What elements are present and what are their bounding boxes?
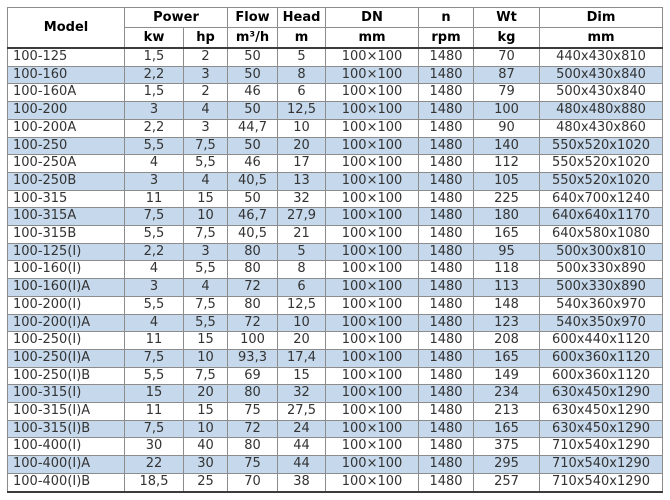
value-cell: 7,5 <box>184 226 228 244</box>
model-cell: 100-250(I)B <box>8 367 125 385</box>
table-row <box>8 243 663 261</box>
table-row <box>8 349 663 367</box>
value-cell: 46 <box>228 155 278 173</box>
value-cell: 4 <box>125 314 184 332</box>
value-cell: 100×100 <box>326 155 419 173</box>
model-cell: 100-160(I)A <box>8 279 125 297</box>
table-row <box>8 190 663 208</box>
value-cell: 100×100 <box>326 84 419 102</box>
value-cell: 2,2 <box>125 119 184 137</box>
subheader-n-unit: rpm <box>419 28 474 49</box>
subheader-dn-unit: mm <box>326 28 419 49</box>
value-cell: 80 <box>228 438 278 456</box>
value-cell: 12,5 <box>278 102 326 120</box>
value-cell: 113 <box>474 279 540 297</box>
subheader-hp: hp <box>184 28 228 49</box>
value-cell: 100×100 <box>326 172 419 190</box>
value-cell: 600x440x1120 <box>540 332 663 350</box>
value-cell: 540x360x970 <box>540 296 663 314</box>
value-cell: 1480 <box>419 385 474 403</box>
value-cell: 1480 <box>419 190 474 208</box>
value-cell: 630x450x1290 <box>540 385 663 403</box>
value-cell: 180 <box>474 208 540 226</box>
value-cell: 500x430x840 <box>540 84 663 102</box>
value-cell: 5,5 <box>184 261 228 279</box>
value-cell: 3 <box>184 243 228 261</box>
table-row <box>8 314 663 332</box>
value-cell: 80 <box>228 296 278 314</box>
value-cell: 100×100 <box>326 332 419 350</box>
value-cell: 4 <box>184 102 228 120</box>
value-cell: 1480 <box>419 349 474 367</box>
value-cell: 100×100 <box>326 403 419 421</box>
column-header-dim: Dim <box>540 8 663 28</box>
value-cell: 50 <box>228 190 278 208</box>
model-cell: 100-160(I) <box>8 261 125 279</box>
value-cell: 640x580x1080 <box>540 226 663 244</box>
value-cell: 1480 <box>419 172 474 190</box>
value-cell: 208 <box>474 332 540 350</box>
table-row <box>8 279 663 297</box>
value-cell: 100×100 <box>326 438 419 456</box>
value-cell: 7,5 <box>184 367 228 385</box>
value-cell: 3 <box>184 66 228 84</box>
value-cell: 11 <box>125 332 184 350</box>
value-cell: 1,5 <box>125 84 184 102</box>
model-cell: 100-400(I) <box>8 438 125 456</box>
table-row <box>8 473 663 491</box>
value-cell: 10 <box>278 314 326 332</box>
value-cell: 72 <box>228 279 278 297</box>
table-row <box>8 48 663 66</box>
value-cell: 257 <box>474 473 540 491</box>
value-cell: 710x540x1290 <box>540 473 663 491</box>
value-cell: 5,5 <box>184 314 228 332</box>
value-cell: 100×100 <box>326 385 419 403</box>
value-cell: 540x350x970 <box>540 314 663 332</box>
table-row <box>8 420 663 438</box>
value-cell: 100×100 <box>326 48 419 66</box>
value-cell: 3 <box>184 119 228 137</box>
value-cell: 375 <box>474 438 540 456</box>
value-cell: 44 <box>278 456 326 474</box>
value-cell: 2,2 <box>125 243 184 261</box>
value-cell: 13 <box>278 172 326 190</box>
value-cell: 17,4 <box>278 349 326 367</box>
subheader-kw: kw <box>125 28 184 49</box>
header-row-main <box>8 8 663 28</box>
value-cell: 10 <box>184 208 228 226</box>
value-cell: 7,5 <box>125 420 184 438</box>
value-cell: 5 <box>278 243 326 261</box>
value-cell: 100×100 <box>326 279 419 297</box>
value-cell: 1480 <box>419 226 474 244</box>
model-cell: 100-160 <box>8 66 125 84</box>
value-cell: 480x480x880 <box>540 102 663 120</box>
value-cell: 4 <box>184 172 228 190</box>
table-row <box>8 137 663 155</box>
value-cell: 1480 <box>419 367 474 385</box>
value-cell: 11 <box>125 190 184 208</box>
value-cell: 20 <box>278 332 326 350</box>
value-cell: 87 <box>474 66 540 84</box>
value-cell: 2 <box>184 48 228 66</box>
value-cell: 100×100 <box>326 208 419 226</box>
value-cell: 1480 <box>419 438 474 456</box>
value-cell: 8 <box>278 66 326 84</box>
value-cell: 225 <box>474 190 540 208</box>
value-cell: 40,5 <box>228 226 278 244</box>
value-cell: 32 <box>278 190 326 208</box>
value-cell: 11 <box>125 403 184 421</box>
value-cell: 5,5 <box>125 137 184 155</box>
value-cell: 100×100 <box>326 296 419 314</box>
value-cell: 550x520x1020 <box>540 155 663 173</box>
value-cell: 38 <box>278 473 326 491</box>
model-cell: 100-200(I) <box>8 296 125 314</box>
value-cell: 7,5 <box>125 208 184 226</box>
value-cell: 5,5 <box>125 296 184 314</box>
value-cell: 550x520x1020 <box>540 172 663 190</box>
value-cell: 100×100 <box>326 349 419 367</box>
value-cell: 75 <box>228 403 278 421</box>
value-cell: 21 <box>278 226 326 244</box>
value-cell: 69 <box>228 367 278 385</box>
value-cell: 40 <box>184 438 228 456</box>
value-cell: 30 <box>125 438 184 456</box>
value-cell: 140 <box>474 137 540 155</box>
model-cell: 100-400(I)A <box>8 456 125 474</box>
value-cell: 80 <box>228 243 278 261</box>
value-cell: 17 <box>278 155 326 173</box>
value-cell: 100 <box>228 332 278 350</box>
value-cell: 44 <box>278 438 326 456</box>
model-cell: 100-315 <box>8 190 125 208</box>
value-cell: 5,5 <box>125 367 184 385</box>
value-cell: 1480 <box>419 137 474 155</box>
value-cell: 15 <box>184 190 228 208</box>
value-cell: 40,5 <box>228 172 278 190</box>
table-row <box>8 403 663 421</box>
value-cell: 24 <box>278 420 326 438</box>
value-cell: 3 <box>125 172 184 190</box>
value-cell: 295 <box>474 456 540 474</box>
column-header-model: Model <box>8 8 125 49</box>
value-cell: 100×100 <box>326 190 419 208</box>
value-cell: 100×100 <box>326 367 419 385</box>
value-cell: 18,5 <box>125 473 184 491</box>
table-row <box>8 208 663 226</box>
model-cell: 100-200A <box>8 119 125 137</box>
value-cell: 3 <box>125 279 184 297</box>
value-cell: 72 <box>228 420 278 438</box>
model-cell: 100-200(I)A <box>8 314 125 332</box>
value-cell: 44,7 <box>228 119 278 137</box>
value-cell: 5 <box>278 48 326 66</box>
value-cell: 630x450x1290 <box>540 403 663 421</box>
value-cell: 165 <box>474 349 540 367</box>
value-cell: 4 <box>125 261 184 279</box>
value-cell: 600x360x1120 <box>540 367 663 385</box>
value-cell: 234 <box>474 385 540 403</box>
model-cell: 100-315(I)B <box>8 420 125 438</box>
value-cell: 93,3 <box>228 349 278 367</box>
value-cell: 3 <box>125 102 184 120</box>
value-cell: 149 <box>474 367 540 385</box>
value-cell: 105 <box>474 172 540 190</box>
value-cell: 1480 <box>419 208 474 226</box>
model-cell: 100-315(I) <box>8 385 125 403</box>
table-row <box>8 119 663 137</box>
value-cell: 50 <box>228 137 278 155</box>
value-cell: 1480 <box>419 332 474 350</box>
value-cell: 100×100 <box>326 261 419 279</box>
value-cell: 46,7 <box>228 208 278 226</box>
value-cell: 100×100 <box>326 314 419 332</box>
table-row <box>8 332 663 350</box>
value-cell: 6 <box>278 279 326 297</box>
value-cell: 15 <box>184 403 228 421</box>
value-cell: 80 <box>228 261 278 279</box>
value-cell: 600x360x1120 <box>540 349 663 367</box>
value-cell: 1480 <box>419 279 474 297</box>
value-cell: 640x640x1170 <box>540 208 663 226</box>
subheader-dim-unit: mm <box>540 28 663 49</box>
value-cell: 1480 <box>419 261 474 279</box>
subheader-head-unit: m <box>278 28 326 49</box>
value-cell: 640x700x1240 <box>540 190 663 208</box>
value-cell: 32 <box>278 385 326 403</box>
model-cell: 100-315B <box>8 226 125 244</box>
value-cell: 118 <box>474 261 540 279</box>
value-cell: 1480 <box>419 314 474 332</box>
table-row <box>8 84 663 102</box>
table-row <box>8 226 663 244</box>
value-cell: 165 <box>474 420 540 438</box>
model-cell: 100-400(I)B <box>8 473 125 491</box>
model-cell: 100-250A <box>8 155 125 173</box>
model-cell: 100-160A <box>8 84 125 102</box>
table-body <box>8 48 663 492</box>
value-cell: 480x430x860 <box>540 119 663 137</box>
value-cell: 710x540x1290 <box>540 456 663 474</box>
model-cell: 100-125 <box>8 48 125 66</box>
subheader-wt-unit: kg <box>474 28 540 49</box>
value-cell: 90 <box>474 119 540 137</box>
model-cell: 100-250 <box>8 137 125 155</box>
model-cell: 100-200 <box>8 102 125 120</box>
value-cell: 1480 <box>419 456 474 474</box>
value-cell: 20 <box>278 137 326 155</box>
value-cell: 2,2 <box>125 66 184 84</box>
pump-spec-table <box>7 7 663 493</box>
model-cell: 100-250(I) <box>8 332 125 350</box>
value-cell: 72 <box>228 314 278 332</box>
model-cell: 100-315(I)A <box>8 403 125 421</box>
value-cell: 1480 <box>419 473 474 491</box>
value-cell: 1480 <box>419 403 474 421</box>
value-cell: 1480 <box>419 84 474 102</box>
value-cell: 1480 <box>419 420 474 438</box>
value-cell: 7,5 <box>125 349 184 367</box>
value-cell: 100×100 <box>326 473 419 491</box>
value-cell: 100×100 <box>326 102 419 120</box>
table-row <box>8 385 663 403</box>
value-cell: 12,5 <box>278 296 326 314</box>
model-cell: 100-315A <box>8 208 125 226</box>
table-row <box>8 172 663 190</box>
value-cell: 7,5 <box>184 137 228 155</box>
value-cell: 1480 <box>419 155 474 173</box>
value-cell: 95 <box>474 243 540 261</box>
value-cell: 112 <box>474 155 540 173</box>
column-header-dn: DN <box>326 8 419 28</box>
model-cell: 100-250B <box>8 172 125 190</box>
model-cell: 100-250(I)A <box>8 349 125 367</box>
value-cell: 123 <box>474 314 540 332</box>
value-cell: 30 <box>184 456 228 474</box>
value-cell: 1480 <box>419 66 474 84</box>
value-cell: 4 <box>184 279 228 297</box>
value-cell: 10 <box>184 420 228 438</box>
value-cell: 75 <box>228 456 278 474</box>
value-cell: 213 <box>474 403 540 421</box>
value-cell: 165 <box>474 226 540 244</box>
value-cell: 15 <box>184 332 228 350</box>
table-row <box>8 296 663 314</box>
value-cell: 100×100 <box>326 119 419 137</box>
value-cell: 70 <box>228 473 278 491</box>
value-cell: 5,5 <box>125 226 184 244</box>
table-row <box>8 66 663 84</box>
model-cell: 100-125(I) <box>8 243 125 261</box>
table-header <box>8 8 663 49</box>
value-cell: 500x330x890 <box>540 261 663 279</box>
table-row <box>8 456 663 474</box>
value-cell: 50 <box>228 66 278 84</box>
value-cell: 100×100 <box>326 243 419 261</box>
value-cell: 1,5 <box>125 48 184 66</box>
value-cell: 70 <box>474 48 540 66</box>
value-cell: 22 <box>125 456 184 474</box>
value-cell: 80 <box>228 385 278 403</box>
value-cell: 5,5 <box>184 155 228 173</box>
value-cell: 1480 <box>419 119 474 137</box>
value-cell: 100×100 <box>326 226 419 244</box>
value-cell: 550x520x1020 <box>540 137 663 155</box>
value-cell: 7,5 <box>184 296 228 314</box>
value-cell: 2 <box>184 84 228 102</box>
value-cell: 10 <box>184 349 228 367</box>
value-cell: 630x450x1290 <box>540 420 663 438</box>
column-header-n: n <box>419 8 474 28</box>
column-header-flow: Flow <box>228 8 278 28</box>
subheader-flow-unit: m³/h <box>228 28 278 49</box>
value-cell: 500x430x840 <box>540 66 663 84</box>
table-row <box>8 261 663 279</box>
value-cell: 500x330x890 <box>540 279 663 297</box>
value-cell: 15 <box>278 367 326 385</box>
column-header-head: Head <box>278 8 326 28</box>
value-cell: 50 <box>228 48 278 66</box>
value-cell: 20 <box>184 385 228 403</box>
value-cell: 100×100 <box>326 456 419 474</box>
value-cell: 8 <box>278 261 326 279</box>
value-cell: 27,5 <box>278 403 326 421</box>
value-cell: 148 <box>474 296 540 314</box>
value-cell: 50 <box>228 102 278 120</box>
value-cell: 100×100 <box>326 66 419 84</box>
value-cell: 710x540x1290 <box>540 438 663 456</box>
value-cell: 440x430x810 <box>540 48 663 66</box>
table-row <box>8 102 663 120</box>
value-cell: 100×100 <box>326 420 419 438</box>
table-row <box>8 367 663 385</box>
column-header-wt: Wt <box>474 8 540 28</box>
value-cell: 79 <box>474 84 540 102</box>
value-cell: 100×100 <box>326 137 419 155</box>
value-cell: 46 <box>228 84 278 102</box>
value-cell: 27,9 <box>278 208 326 226</box>
value-cell: 1480 <box>419 296 474 314</box>
table-row <box>8 155 663 173</box>
column-header-power: Power <box>125 8 228 28</box>
value-cell: 1480 <box>419 102 474 120</box>
value-cell: 500x300x810 <box>540 243 663 261</box>
value-cell: 4 <box>125 155 184 173</box>
table-row <box>8 438 663 456</box>
value-cell: 1480 <box>419 243 474 261</box>
value-cell: 6 <box>278 84 326 102</box>
value-cell: 25 <box>184 473 228 491</box>
value-cell: 15 <box>125 385 184 403</box>
value-cell: 10 <box>278 119 326 137</box>
value-cell: 1480 <box>419 48 474 66</box>
value-cell: 100 <box>474 102 540 120</box>
